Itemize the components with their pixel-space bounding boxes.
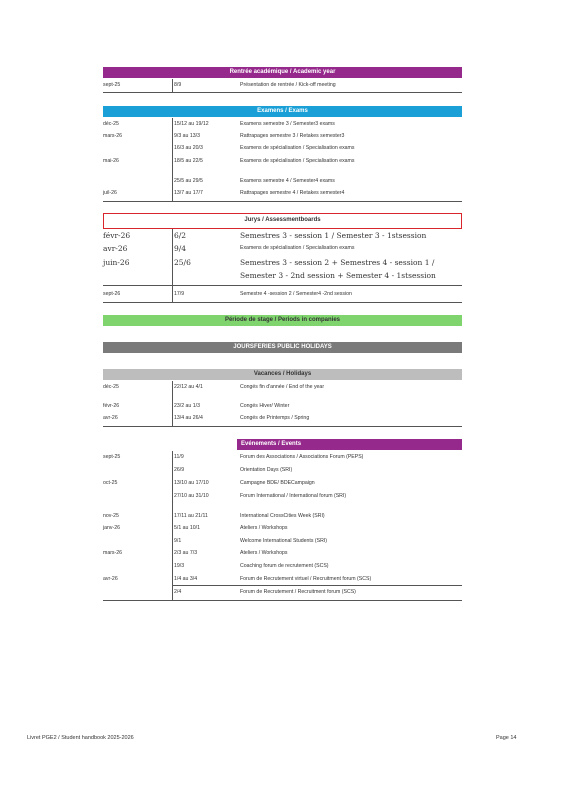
table-row (103, 575, 462, 584)
section-divider (103, 92, 462, 93)
column-divider (172, 451, 173, 600)
table-row (103, 270, 462, 281)
dates-cell: 26/9 (174, 467, 185, 473)
month-cell: avr-26 (103, 244, 128, 253)
events-header (237, 439, 462, 450)
month-cell: mai-26 (103, 158, 119, 164)
dates-cell: 16/3 au 20/3 (174, 145, 203, 151)
month-cell: nov-25 (103, 513, 119, 519)
dates-cell: 11/9 (174, 454, 184, 460)
section-divider (103, 302, 462, 303)
dates-cell: 23/2 au 1/3 (174, 403, 200, 409)
month-cell: sept-26 (103, 291, 121, 297)
table-row (103, 537, 462, 546)
event-cell: Examens de spécialisation / Specialisation exams (240, 145, 355, 151)
column-divider (172, 79, 173, 92)
dates-cell: 6/2 (174, 231, 187, 240)
holidays-public-header: JOURSFERIES PUBLIC HOLIDAYS (103, 342, 462, 353)
month-cell: déc-25 (103, 384, 119, 390)
exams-header: Examens / Exams (103, 106, 462, 117)
column-divider (172, 229, 173, 302)
column-divider (172, 381, 173, 426)
dates-cell: 15/12 au 19/12 (174, 121, 209, 127)
row-divider (172, 585, 462, 586)
event-cell: Orientation Days (SRI) (240, 467, 293, 473)
table-row (103, 290, 462, 299)
month-cell: déc-25 (103, 121, 119, 127)
table-row (103, 177, 462, 186)
dates-cell: 9/3 au 13/3 (174, 133, 200, 139)
table-row (103, 244, 462, 253)
event-cell: Forum de Recrutement virtuel / Recruitment forum (SCS) (240, 576, 372, 582)
event-cell: Examens de spécialisation / Specialisation exams (240, 245, 355, 251)
event-cell: Forum International / International forum (SRI) (240, 493, 347, 499)
page-number: Page 14 (496, 735, 517, 741)
event-cell: Rattrapages semestre 3 / Retakes semester3 (240, 133, 345, 139)
table-row (103, 466, 462, 475)
event-cell: Semestres 3 - session 2 + Semestres 4 - session 1 / (240, 258, 435, 267)
table-row (103, 562, 462, 571)
event-cell: Présentation de rentrée / Kick-off meeting (240, 82, 336, 88)
dates-cell: 13/10 au 17/10 (174, 480, 209, 486)
month-cell: avr-26 (103, 576, 118, 582)
dates-cell: 13/7 au 17/7 (174, 190, 203, 196)
month-cell: mars-26 (103, 133, 123, 139)
event-cell: Examens semestre 4 / Semester4 exams (240, 178, 335, 184)
table-row (103, 453, 462, 462)
event-cell: International CrossCities Week (SRI) (240, 513, 325, 519)
dates-cell: 19/3 (174, 563, 185, 569)
footer-left: Livret PGE2 / Student handbook 2025-2026 (27, 735, 134, 741)
table-row (103, 120, 462, 129)
event-cell: Ateliers / Workshops (240, 525, 288, 531)
table-row (103, 157, 462, 166)
table-row (103, 383, 462, 392)
event-cell: Coaching forum de recrutement (SCS) (240, 563, 329, 569)
table-row (103, 479, 462, 488)
event-cell: Rattrapages semestre 4 / Retakes semester4 (240, 190, 345, 196)
month-cell: avr-26 (103, 415, 118, 421)
month-cell: oct-25 (103, 480, 118, 486)
dates-cell: 5/1 au 10/1 (174, 525, 200, 531)
month-cell: juil-26 (103, 190, 117, 196)
event-cell: Welcome International Students (SRI) (240, 538, 327, 544)
month-cell: sept-25 (103, 454, 121, 460)
table-row (103, 132, 462, 141)
dates-cell: 13/4 au 26/4 (174, 415, 203, 421)
section-divider (103, 600, 462, 601)
month-cell: janv-26 (103, 525, 121, 531)
table-row (103, 189, 462, 198)
dates-cell: 25/6 (174, 258, 191, 267)
table-row (103, 512, 462, 521)
event-cell: Semestres 3 - session 1 / Semester 3 - 1stsession (240, 231, 427, 240)
table-row (103, 257, 462, 268)
event-cell: Examens semestre 3 / Semester3 exams (240, 121, 335, 127)
dates-cell: 18/5 au 22/5 (174, 158, 203, 164)
event-cell: Ateliers / Workshops (240, 550, 288, 556)
month-cell: sept-25 (103, 82, 121, 88)
table-row (103, 524, 462, 533)
dates-cell: 2/3 au 7/3 (174, 550, 198, 556)
event-cell: Campagne BDE/ BDECampaign (240, 480, 315, 486)
vacances-header: Vacances / Holidays (103, 369, 462, 380)
dates-cell: 8/9 (174, 82, 182, 88)
table-row (103, 549, 462, 558)
event-cell: Semester 3 - 2nd session + Semester 4 - 1stsession (240, 271, 436, 280)
dates-cell: 25/5 au 29/5 (174, 178, 203, 184)
dates-cell: 17/11 au 21/11 (174, 513, 208, 519)
event-cell: Congés Hiver/ Winter (240, 403, 290, 409)
table-row (103, 588, 462, 597)
section-divider (103, 426, 462, 427)
month-cell: juin-26 (103, 258, 130, 267)
table-row (103, 81, 462, 90)
table-row (103, 230, 462, 241)
row-divider (103, 285, 462, 286)
dates-cell: 9/1 (174, 538, 182, 544)
section-divider (103, 201, 462, 202)
jurys-header: Jurys / Assessmentboards (103, 213, 462, 229)
event-cell: Forum de Recrutement / Recruitment forum (SCS) (240, 589, 356, 595)
month-cell: févr-26 (103, 231, 131, 240)
table-row (103, 144, 462, 153)
event-cell: Forum des Associations / Associations Forum (PEPS) (240, 454, 364, 460)
dates-cell: 22/12 au 4/1 (174, 384, 203, 390)
dates-cell: 27/10 au 31/10 (174, 493, 209, 499)
table-row (103, 492, 462, 501)
table-row (103, 402, 462, 411)
dates-cell: 9/4 (174, 244, 187, 253)
dates-cell: 17/9 (174, 291, 185, 297)
event-cell: Semestre 4 -session 2 / Semester4 -2nd session (240, 291, 352, 297)
dates-cell: 2/4 (174, 589, 182, 595)
month-cell: mars-26 (103, 550, 123, 556)
stage-header: Période de stage / Periods in companies (103, 315, 462, 326)
events-header-label: Evénements / Events (241, 441, 302, 447)
event-cell: Examens de spécialisation / Specialisation exams (240, 158, 355, 164)
column-divider (172, 118, 173, 201)
event-cell: Congés de Printemps / Spring (240, 415, 310, 421)
dates-cell: 1/4 au 3/4 (174, 576, 198, 582)
table-row (103, 414, 462, 423)
month-cell: févr-26 (103, 403, 120, 409)
event-cell: Congés fin d'année / End of the year (240, 384, 325, 390)
rentree-header: Rentrée académique / Academic year (103, 67, 462, 78)
